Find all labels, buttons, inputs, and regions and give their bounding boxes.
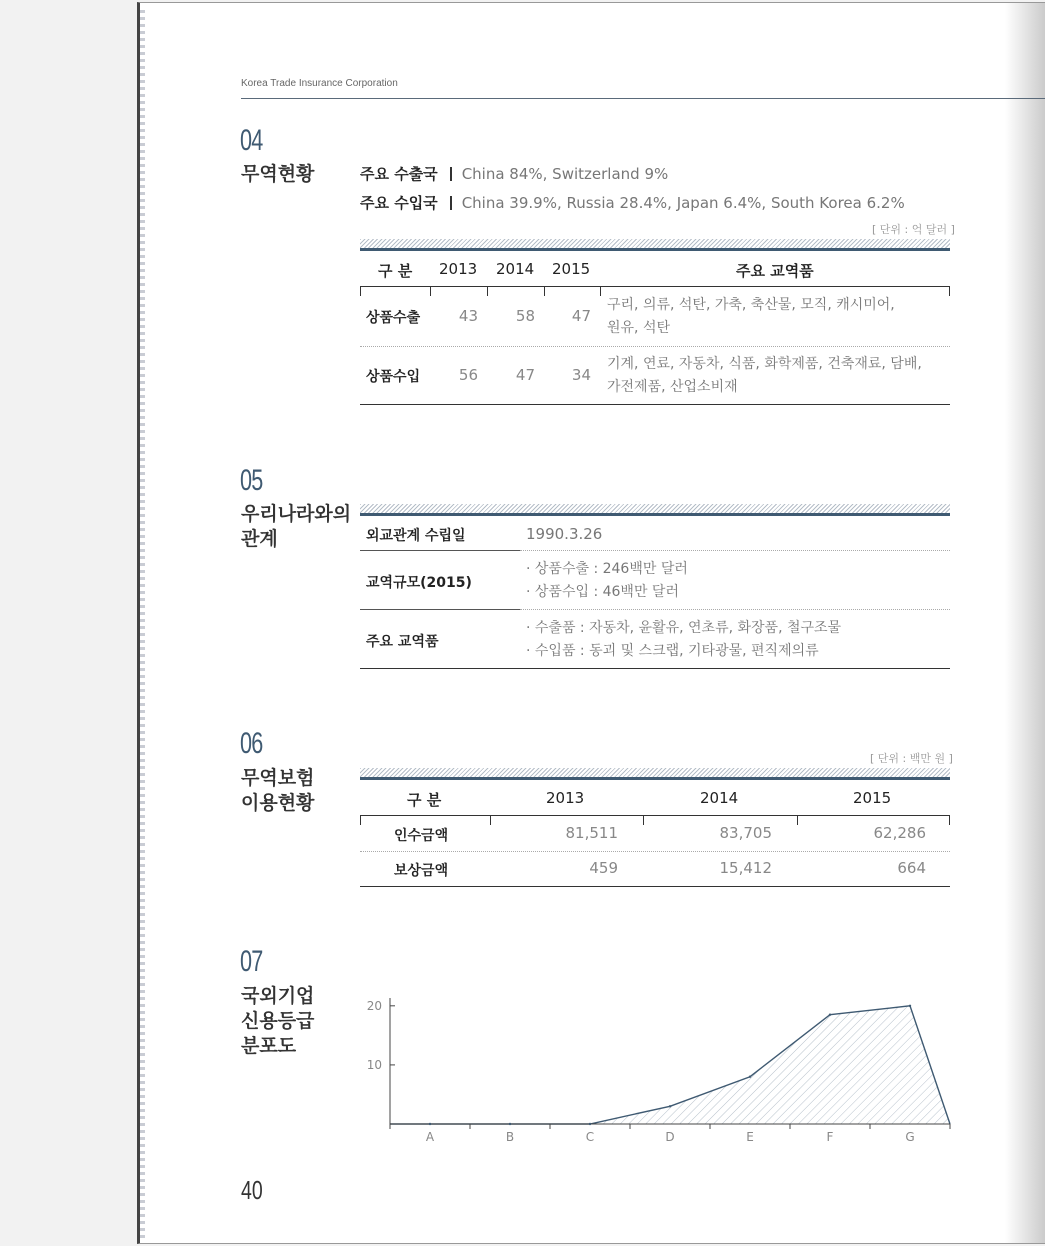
data-point-F (829, 1013, 831, 1015)
row-export-items-2: 원유, 석탄 (607, 320, 670, 336)
main-export-countries (360, 163, 668, 184)
relation-row-2-line1: · 상품수출 : 246백만 달러 (526, 561, 688, 577)
x-tick-label-D: D (665, 1130, 675, 1144)
header-rule (241, 98, 1045, 99)
table-top-hatch (360, 768, 950, 780)
row-export-2014: 58 (515, 307, 535, 325)
row-import-items-1: 기계, 연료, 자동차, 식품, 화학제품, 건축재료, 담배, (607, 356, 922, 372)
section-06-title-line1: 무역보험 (241, 767, 315, 789)
row-export-2013: 43 (458, 307, 478, 325)
relation-row-2-line2: · 상품수입 : 46백만 달러 (526, 584, 679, 600)
main-import-countries (360, 192, 905, 213)
row-export-label: 상품수출 (366, 310, 421, 326)
relation-row-3-line2: · 수입품 : 동괴 및 스크랩, 기타광물, 편직제의류 (526, 643, 819, 659)
ins-row-claims-2015: 664 (897, 859, 926, 877)
export-label: 주요 수출국 (360, 165, 438, 183)
col-header-2014: 2014 (496, 260, 535, 278)
section-05-title-line2: 관계 (241, 528, 278, 550)
import-label: 주요 수입국 (360, 194, 438, 212)
import-value: China 39.9%, Russia 28.4%, Japan 6.4%, South Korea 6.2% (461, 194, 905, 212)
x-tick-label-G: G (905, 1130, 915, 1144)
table-top-hatch (360, 504, 950, 516)
ins-col-header-category: 구 분 (407, 791, 442, 809)
row-export-2015: 47 (571, 307, 591, 325)
x-tick-label-C: C (585, 1130, 595, 1144)
ins-row-claims-label: 보상금액 (394, 863, 449, 879)
binding-holes (140, 10, 145, 1240)
row-divider (520, 609, 950, 610)
ins-row-claims-2013: 459 (589, 859, 618, 877)
row-divider (520, 550, 950, 551)
header-rule (360, 286, 950, 287)
x-tick-label-B: B (505, 1130, 515, 1144)
page-number: 40 (241, 1175, 263, 1205)
row-import-label: 상품수입 (366, 369, 421, 385)
ins-row-claims-2014: 15,412 (719, 859, 772, 877)
y-tick-label-10: 10 (366, 1057, 382, 1072)
header-org: Korea Trade Insurance Corporation (241, 78, 398, 89)
col-header-2013: 2013 (439, 260, 478, 278)
data-point-C (589, 1123, 591, 1125)
ins-row-underwriting-2013: 81,511 (565, 824, 618, 842)
col-header-2015: 2015 (552, 260, 591, 278)
x-tick-label-E: E (746, 1130, 754, 1144)
table-top-hatch (360, 239, 950, 251)
relation-row-1-label: 외교관계 수립일 (366, 528, 466, 544)
ins-row-underwriting-2015: 62,286 (873, 824, 926, 842)
section-07-title-line2: 신용등급 (241, 1010, 315, 1032)
col-header-items: 주요 교역품 (736, 262, 814, 280)
data-point-E (749, 1076, 751, 1078)
section-04-number: 04 (240, 124, 263, 157)
row-divider (360, 346, 950, 347)
ins-row-underwriting-2014: 83,705 (719, 824, 772, 842)
section-07-number: 07 (240, 945, 263, 978)
data-point-D (669, 1105, 671, 1107)
section-06-number: 06 (240, 727, 263, 760)
x-tick-label-A: A (425, 1130, 435, 1144)
section-05-title-line1: 우리나라와의 (241, 503, 352, 525)
x-tick-label-F: F (826, 1130, 834, 1144)
section-06-title-line2: 이용현황 (241, 792, 315, 814)
section-04-title: 무역현황 (241, 163, 315, 185)
ins-row-underwriting-label: 인수금액 (394, 828, 449, 844)
relation-row-3-line1: · 수출품 : 자동차, 윤활유, 연초류, 화장품, 철구조물 (526, 620, 842, 636)
row-import-items-2: 가전제품, 산업소비재 (607, 379, 738, 395)
label-rule (360, 550, 520, 551)
ins-col-header-2015: 2015 (853, 789, 892, 807)
label-rule (360, 609, 520, 610)
export-value: China 84%, Switzerland 9% (461, 165, 669, 183)
relation-row-2-label: 교역규모(2015) (366, 575, 472, 591)
section-07-title-line3: 분포도 (241, 1035, 297, 1057)
y-tick-label-20: 20 (366, 998, 382, 1013)
ins-col-header-2014: 2014 (700, 789, 739, 807)
relation-row-1-value: 1990.3.26 (526, 525, 603, 543)
credit-rating-chart (355, 990, 960, 1150)
header-rule (360, 815, 950, 816)
relation-row-3-label: 주요 교역품 (366, 634, 439, 650)
row-import-2013: 56 (458, 366, 478, 384)
row-export-items-1: 구리, 의류, 석탄, 가축, 축산물, 모직, 캐시미어, (607, 297, 895, 313)
table-bottom-rule (360, 886, 950, 887)
unit-label: [ 단위 : 백만 원 ] (870, 752, 953, 765)
section-07-title-line1: 국외기업 (241, 985, 315, 1007)
data-point-A (429, 1123, 431, 1125)
unit-label: [ 단위 : 억 달러 ] (872, 223, 955, 236)
data-point-B (509, 1123, 511, 1125)
table-bottom-rule (360, 404, 950, 405)
row-divider (360, 851, 950, 852)
page-edge-shadow (1005, 3, 1045, 1243)
ins-col-header-2013: 2013 (546, 789, 585, 807)
col-header-category: 구 분 (378, 262, 413, 280)
table-bottom-rule (360, 668, 950, 669)
data-point-G (909, 1005, 911, 1007)
row-import-2015: 34 (571, 366, 591, 384)
row-import-2014: 47 (515, 366, 535, 384)
section-05-number: 05 (240, 464, 263, 497)
